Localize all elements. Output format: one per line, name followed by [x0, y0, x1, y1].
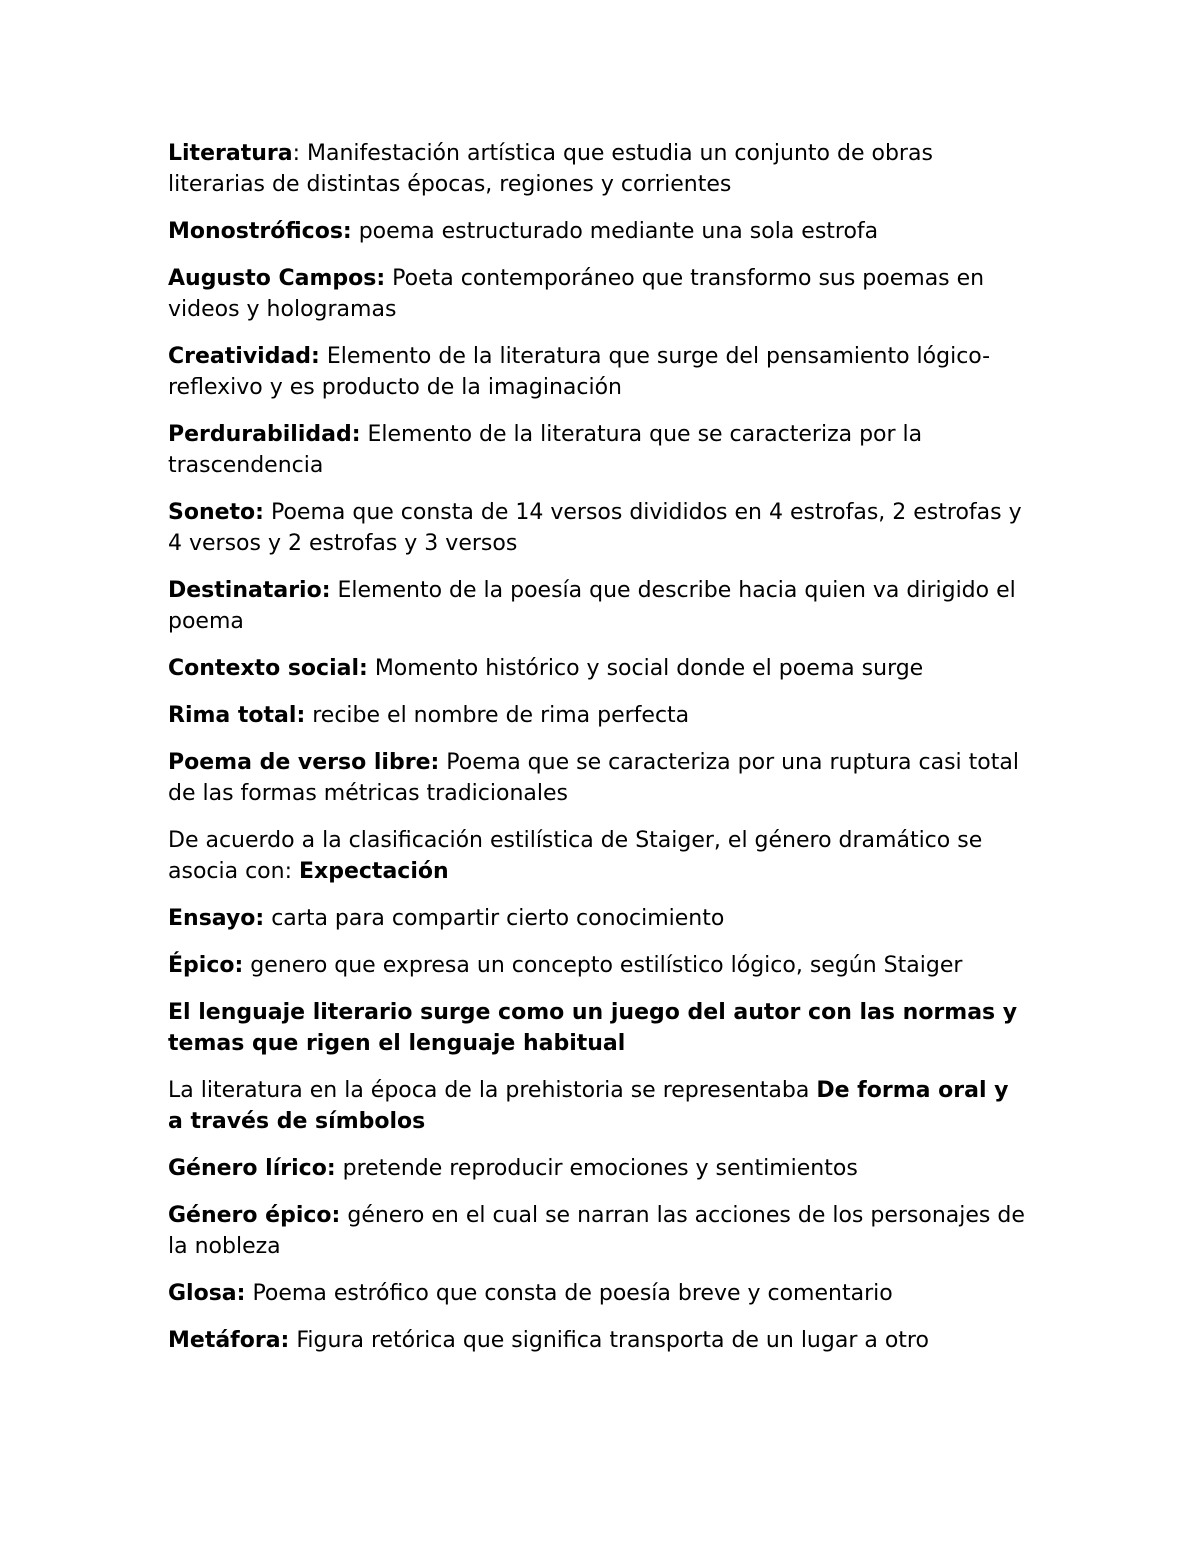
entry-destinatario: [168, 575, 1028, 637]
entry-term: Augusto Campos:: [168, 266, 386, 291]
entry-monostroficos: [168, 216, 1028, 247]
entry-definition: poema estructurado mediante una sola estrofa: [351, 219, 879, 244]
entry-definition: : Manifestación artística que estudia un conjunto de obras literarias de distintas épocas, regiones y corrientes: [168, 141, 933, 197]
entry-perdurabilidad: [168, 419, 1028, 481]
entry-term: Poema de verso libre:: [168, 750, 440, 775]
entry-prefix: De acuerdo a la clasificación estilística de Staiger, el género dramático se asocia con:: [168, 828, 983, 884]
entry-term: El lenguaje literario surge como un juego del autor con las normas y temas que rigen el lenguaje habitual: [168, 1000, 1018, 1056]
entry-contexto-social: [168, 653, 1028, 684]
entry-definition: Momento histórico y social donde el poema surge: [367, 656, 924, 681]
entry-term: Expectación: [299, 859, 449, 884]
entry-term: Género épico:: [168, 1203, 341, 1228]
entry-term: Soneto:: [168, 500, 264, 525]
entry-definition: Elemento de la literatura que se caracteriza por la trascendencia: [168, 422, 923, 478]
entry-rima-total: [168, 700, 1028, 731]
entry-term: Ensayo:: [168, 906, 265, 931]
entry-term: Literatura: [168, 141, 293, 166]
entry-term: Épico:: [168, 953, 244, 978]
entry-term: Rima total:: [168, 703, 306, 728]
entry-term: Género lírico:: [168, 1156, 336, 1181]
entry-genero-epico: [168, 1200, 1028, 1262]
entry-term: Perdurabilidad:: [168, 422, 361, 447]
entry-staiger-dramatico: [168, 825, 1028, 887]
entry-definition: Poema estrófico que consta de poesía breve y comentario: [245, 1281, 893, 1306]
entry-literatura-prehistoria: [168, 1075, 1028, 1137]
entry-definition: carta para compartir cierto conocimiento: [264, 906, 725, 931]
entry-definition: Poeta contemporáneo que transformo sus poemas en videos y hologramas: [168, 266, 985, 322]
entry-definition: genero que expresa un concepto estilístico lógico, según Staiger: [243, 953, 963, 978]
entry-definition: pretende reproducir emociones y sentimientos: [335, 1156, 858, 1181]
entry-definition: Poema que consta de 14 versos divididos en 4 estrofas, 2 estrofas y 4 versos y 2 estrofas y 3 versos: [168, 500, 1022, 556]
entry-glosa: [168, 1278, 1028, 1309]
entry-term: De forma oral y a través de símbolos: [168, 1078, 1009, 1134]
entry-term: Metáfora:: [168, 1328, 290, 1353]
entry-prefix: La literatura en la época de la prehistoria se representaba: [168, 1078, 817, 1103]
entry-metafora: [168, 1325, 1028, 1356]
entry-genero-lirico: [168, 1153, 1028, 1184]
entry-epico: [168, 950, 1028, 981]
entry-definition: género en el cual se narran las acciones de los personajes de la nobleza: [168, 1203, 1025, 1259]
entry-definition: Elemento de la poesía que describe hacia quien va dirigido el poema: [168, 578, 1016, 634]
entry-ensayo: [168, 903, 1028, 934]
entry-literatura: [168, 138, 1028, 200]
entry-definition: Poema que se caracteriza por una ruptura casi total de las formas métricas tradicionales: [168, 750, 1019, 806]
entry-term: Contexto social:: [168, 656, 368, 681]
entry-term: Creatividad:: [168, 344, 320, 369]
entry-poema-verso-libre: [168, 747, 1028, 809]
entry-definition: Figura retórica que significa transporta de un lugar a otro: [289, 1328, 929, 1353]
entry-term: Destinatario:: [168, 578, 331, 603]
entry-creatividad: [168, 341, 1028, 403]
entry-term: Monostróficos:: [168, 219, 352, 244]
entry-definition: Elemento de la literatura que surge del pensamiento lógico-reflexivo y es producto de la imaginación: [168, 344, 991, 400]
entry-soneto: [168, 497, 1028, 559]
entry-lenguaje-literario: [168, 997, 1028, 1059]
entry-definition: recibe el nombre de rima perfecta: [305, 703, 690, 728]
entry-term: Glosa:: [168, 1281, 246, 1306]
entry-augusto-campos: [168, 263, 1028, 325]
